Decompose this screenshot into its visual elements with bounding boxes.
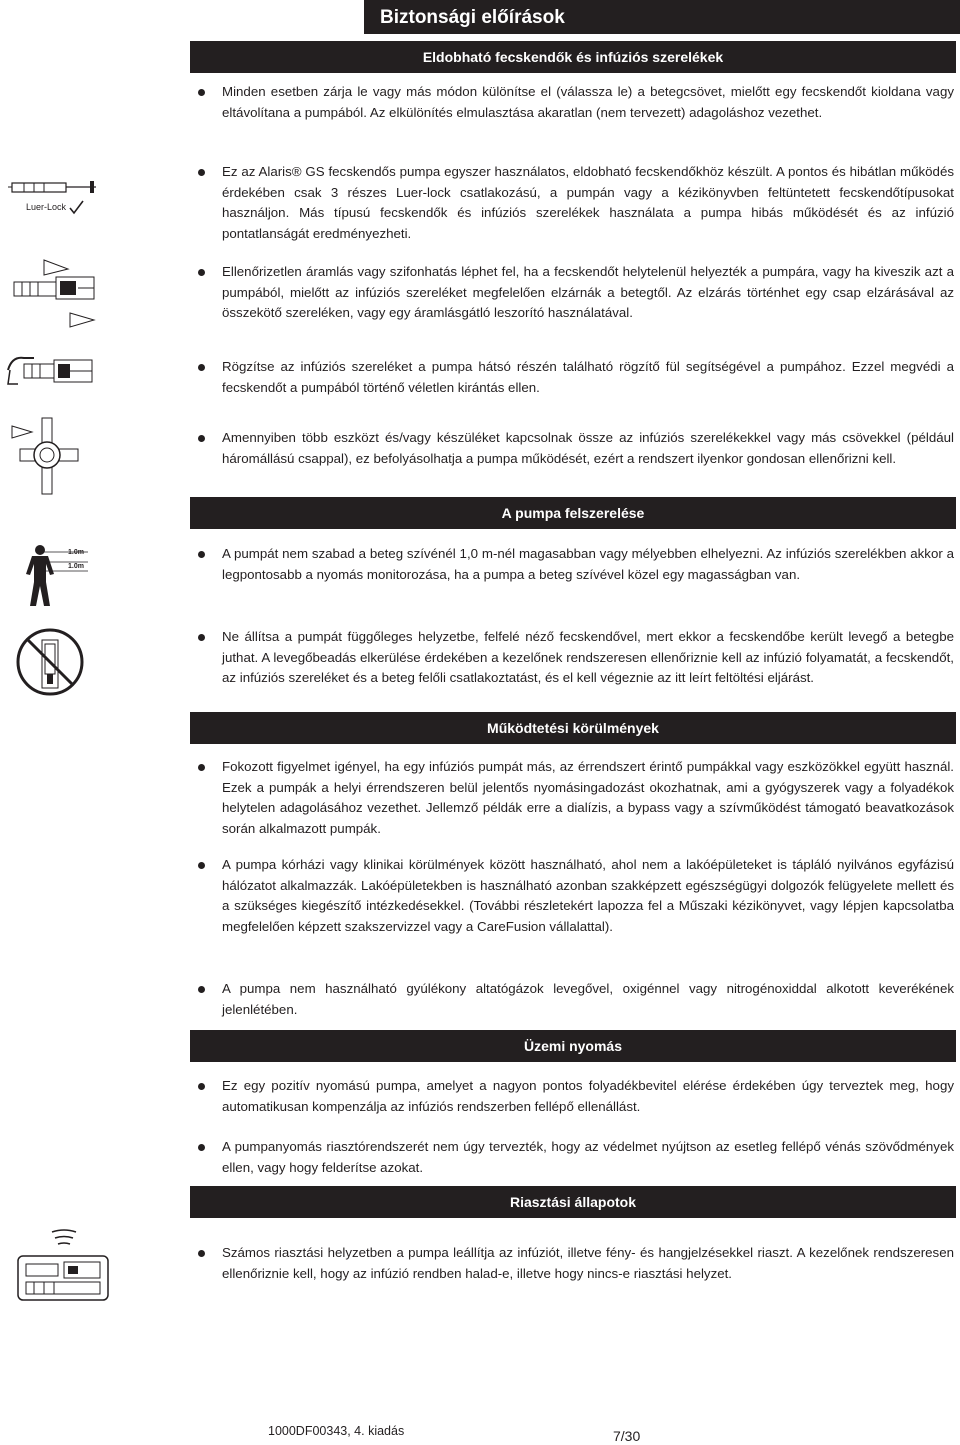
section-heading-operating-conditions: Működtetési körülmények <box>190 712 956 744</box>
bullet-icon <box>198 634 205 641</box>
list-item: A pumpanyomás riasztórendszerét nem úgy tervezték, hogy az védelmet nyújtson az esetleg fellépő vénás szövődmények ellen, vagy hogy felderítse azokat. <box>222 1137 954 1178</box>
bullet-icon <box>198 1083 205 1090</box>
list-item: Ellenőrizetlen áramlás vagy szifonhatás léphet fel, ha a fecskendőt helytelenül helyezték a pumpára, vagy ha kiveszik azt a pumpából, mielőtt az infúziós szereléket megfelelően elzárnák a betegtől. Az elzárás történhet egy csap elzárásával az összekötő szereléken, vagy egy áramlásgátló leszorító használatával. <box>222 262 954 324</box>
bullet-icon <box>198 435 205 442</box>
height-label-lower: 1.0m <box>68 563 84 570</box>
three-way-tap-icon <box>10 416 90 496</box>
page-title: Biztonsági előírások <box>364 0 960 34</box>
list-item: A pumpa nem használható gyúlékony altatógázok levegővel, oxigénnel vagy nitrogénoxiddal alkotott keverékének jelenlétében. <box>222 979 954 1020</box>
bullet-icon <box>198 169 205 176</box>
list-item: Ez az Alaris® GS fecskendős pumpa egyszer használatos, eldobható fecskendőkhöz készült. A pontos és hibátlan működés érdekében csak 3 részes Luer-lock csatlakozású, a pumpán vagy a kézikönyvben feltüntetett fecskendőtípusokat használjon. Más típusú fecskendők és infúziós szerelékek használata a pumpa hibás működését és az infúzió pontatlanságát eredményezheti. <box>222 162 954 244</box>
no-vertical-icon <box>14 626 86 698</box>
bullet-icon <box>198 1144 205 1151</box>
footer-page-number: 7/30 <box>613 1428 641 1444</box>
section-heading-alarm-states: Riasztási állapotok <box>190 1186 956 1218</box>
list-item: A pumpát nem szabad a beteg szívénél 1,0 m-nél magasabban vagy mélyebben elhelyezni. Az infúziós szerelékben akkor a legpontosabb a nyomás monitorozása, ha a pumpa a beteg szívével közel egy magasságban van. <box>222 544 954 585</box>
list-item: Ez egy pozitív nyomású pumpa, amelyet a nagyon pontos folyadékbevitel elérése érdekében úgy terveztek meg, hogy automatikusan kompenzálja az infúziós rendszerben fellépő ellenállást. <box>222 1076 954 1117</box>
list-item: Amennyiben több eszközt és/vagy készüléket kapcsolnak össze az infúziós szerelékekkel vagy más csövekkel (például háromállású csappal), ez befolyásolhatja a pumpa működését, ezért a rendszert ilyenkor gondosan ellenőrizni kell. <box>222 428 954 469</box>
bullet-icon <box>198 862 205 869</box>
alarm-pump-icon <box>14 1228 114 1306</box>
list-item: Ne állítsa a pumpát függőleges helyzetbe, felfelé néző fecskendővel, mert ekkor a fecskendőbe került levegő a betegbe juthat. A levegőbeadás elkerülése érdekében a kezelőnek rendszeresen ellenőriznie kell az infúzió folyamatát, a fecskendőt, az infúziós szereléket és a beteg felőli csatlakoztatást, és el kell végeznie az itt leírt feltöltési eljárást. <box>222 627 954 689</box>
list-item: Rögzítse az infúziós szereléket a pumpa hátsó részén található rögzítő fül segítségével a pumpához. Ezzel megvédi a fecskendőt a pumpából történő véletlen kirántás ellen. <box>222 357 954 398</box>
bullet-icon <box>198 364 205 371</box>
section-heading-disposables: Eldobható fecskendők és infúziós szerelékek <box>190 41 956 73</box>
luer-lock-syringe-icon <box>4 178 104 222</box>
list-item: Fokozott figyelmet igényel, ha egy infúziós pumpát más, az érrendszert érintő pumpákkal vagy eszközökkel együtt használ. Ezek a pumpák a helyi érrendszeren belül jelentős nyomásingadozást okozhatnak, ami a gyógyszerek vagy a folyadékok helytelen adagolásához vezethet. Jellemző példák erre a dialízis, a bypass vagy a szívműködést támogató beavatkozások során alkalmazott pumpák. <box>222 757 954 839</box>
luer-lock-label: Luer-Lock <box>26 202 67 212</box>
footer-document-number: 1000DF00343, 4. kiadás <box>268 1424 405 1438</box>
section-heading-installation: A pumpa felszerelése <box>190 497 956 529</box>
patient-height-icon <box>18 544 90 608</box>
bullet-icon <box>198 764 205 771</box>
bullet-icon <box>198 269 205 276</box>
clamp-syringe-icon <box>8 255 103 330</box>
bullet-icon <box>198 551 205 558</box>
section-heading-operating-pressure: Üzemi nyomás <box>190 1030 956 1062</box>
list-item: A pumpa kórházi vagy klinikai körülmények között használható, ahol nem a lakóépületeket is tápláló nyilvános egyfázisú hálózatot alkalmazzák. Lakóépületekben is használható azonban szakképzett egészségügyi dolgozók felügyelete mellett és a szükséges kiegészítő intézkedésekkel. (További részletekért lapozza fel a Műszaki kézikönyvet, vagy lépjen kapcsolatba megfelelően képzett szakszervizzel vagy a CareFusion vállalattal). <box>222 855 954 937</box>
tab-clip-icon <box>4 350 96 392</box>
bullet-icon <box>198 89 205 96</box>
height-label-upper: 1.0m <box>68 549 84 556</box>
list-item: Minden esetben zárja le vagy más módon különítse el (válassza le) a betegcsövet, mielőtt egy fecskendőt kioldana vagy eltávolítana a pumpából. Az elkülönítés elmulasztása akaratlan (nem tervezett) adagoláshoz vezethet. <box>222 82 954 123</box>
bullet-icon <box>198 1250 205 1257</box>
bullet-icon <box>198 986 205 993</box>
list-item: Számos riasztási helyzetben a pumpa leállítja az infúziót, illetve fény- és hangjelzésekkel riaszt. A kezelőnek rendszeresen ellenőriznie kell, hogy az infúzió rendben halad-e, illetve hogy nincs-e riasztási helyzet. <box>222 1243 954 1284</box>
